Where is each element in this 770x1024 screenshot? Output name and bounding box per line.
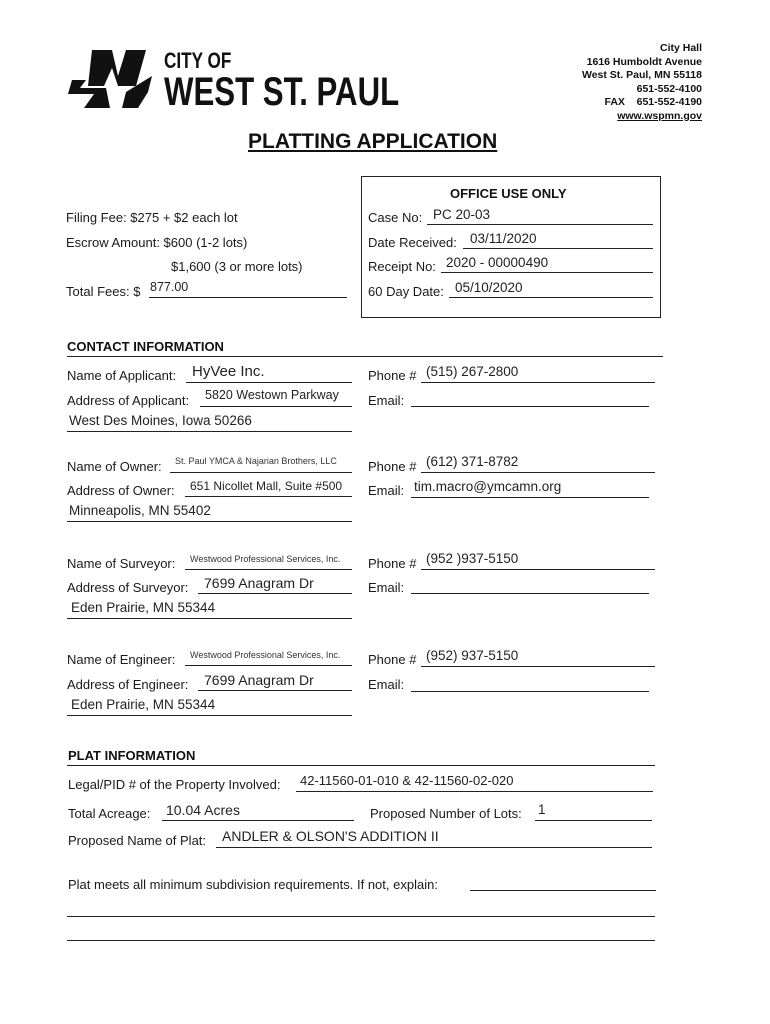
requirements-line-3 bbox=[67, 940, 655, 941]
engineer-address-value[interactable]: 7699 Anagram Dr bbox=[204, 672, 314, 688]
owner-city-value[interactable]: Minneapolis, MN 55402 bbox=[69, 503, 211, 518]
engineer-phone-label: Phone # bbox=[368, 652, 417, 667]
address-line-2: 1616 Humboldt Avenue bbox=[586, 55, 702, 68]
plat-name-value[interactable]: ANDLER & OLSON'S ADDITION II bbox=[222, 828, 439, 844]
receipt-no-value[interactable]: 2020 - 00000490 bbox=[446, 255, 549, 270]
requirements-label: Plat meets all minimum subdivision requirements. If not, explain: bbox=[68, 877, 438, 892]
applicant-address-label: Address of Applicant: bbox=[67, 393, 190, 408]
plat-heading-line bbox=[67, 765, 655, 766]
total-fees-line bbox=[149, 297, 347, 298]
lots-label: Proposed Number of Lots: bbox=[370, 806, 522, 821]
logo-city-of: CITY OF bbox=[164, 48, 232, 73]
applicant-email-label: Email: bbox=[368, 393, 405, 408]
engineer-name-value[interactable]: Westwood Professional Services, Inc. bbox=[190, 650, 341, 660]
logo-mark-icon bbox=[66, 46, 158, 110]
case-no-value[interactable]: PC 20-03 bbox=[433, 207, 491, 222]
surveyor-city-line bbox=[67, 618, 352, 619]
engineer-email-label: Email: bbox=[368, 677, 405, 692]
engineer-name-line bbox=[185, 665, 352, 666]
engineer-phone-value[interactable]: (952) 937-5150 bbox=[426, 648, 519, 663]
applicant-address-line bbox=[200, 406, 352, 407]
engineer-email-line bbox=[411, 691, 649, 692]
receipt-no-label: Receipt No: bbox=[368, 259, 436, 274]
plat-name-line bbox=[216, 847, 652, 848]
case-no-label: Case No: bbox=[368, 210, 423, 225]
website-link[interactable]: www.wspmn.gov bbox=[617, 109, 702, 122]
acreage-line bbox=[162, 820, 354, 821]
applicant-city-value[interactable]: West Des Moines, Iowa 50266 bbox=[69, 413, 252, 428]
address-line-4: 651-552-4100 bbox=[636, 82, 702, 95]
applicant-phone-line bbox=[421, 382, 655, 383]
owner-email-value[interactable]: tim.macro@ymcamn.org bbox=[414, 479, 562, 494]
lots-value[interactable]: 1 bbox=[538, 802, 546, 817]
applicant-name-label: Name of Applicant: bbox=[67, 368, 177, 383]
engineer-city-line bbox=[67, 715, 352, 716]
applicant-email-line bbox=[411, 406, 649, 407]
surveyor-email-line bbox=[411, 593, 649, 594]
surveyor-address-value[interactable]: 7699 Anagram Dr bbox=[204, 575, 314, 591]
case-no-line bbox=[427, 224, 653, 225]
engineer-phone-line bbox=[421, 666, 655, 667]
surveyor-name-value[interactable]: Westwood Professional Services, Inc. bbox=[190, 554, 341, 564]
date-received-value[interactable]: 03/11/2020 bbox=[470, 231, 537, 246]
surveyor-address-line bbox=[198, 593, 352, 594]
owner-email-line bbox=[411, 497, 649, 498]
owner-email-label: Email: bbox=[368, 483, 405, 498]
owner-address-line bbox=[185, 496, 352, 497]
surveyor-phone-line bbox=[421, 569, 655, 570]
applicant-city-line bbox=[67, 431, 352, 432]
owner-name-label: Name of Owner: bbox=[67, 459, 162, 474]
fax-label: FAX bbox=[604, 96, 625, 108]
sixty-day-label: 60 Day Date: bbox=[368, 284, 444, 299]
sixty-day-value[interactable]: 05/10/2020 bbox=[455, 280, 523, 295]
pid-label: Legal/PID # of the Property Involved: bbox=[68, 777, 281, 792]
applicant-name-line bbox=[186, 382, 352, 383]
owner-phone-label: Phone # bbox=[368, 459, 417, 474]
office-use-heading: OFFICE USE ONLY bbox=[450, 186, 567, 201]
surveyor-phone-label: Phone # bbox=[368, 556, 417, 571]
engineer-address-line bbox=[198, 690, 352, 691]
requirements-line-2 bbox=[67, 916, 655, 917]
total-fees-value[interactable]: 877.00 bbox=[150, 280, 189, 294]
applicant-phone-value[interactable]: (515) 267-2800 bbox=[426, 364, 519, 379]
engineer-name-label: Name of Engineer: bbox=[67, 652, 176, 667]
surveyor-name-line bbox=[185, 569, 352, 570]
address-line-1: City Hall bbox=[659, 42, 702, 54]
surveyor-email-label: Email: bbox=[368, 580, 405, 595]
escrow-amount-text: Escrow Amount: $600 (1-2 lots) bbox=[66, 235, 248, 250]
sixty-day-line bbox=[449, 297, 653, 298]
owner-name-value[interactable]: St. Paul YMCA & Najarian Brothers, LLC bbox=[175, 456, 337, 466]
receipt-no-line bbox=[441, 272, 653, 273]
surveyor-phone-value[interactable]: (952 )937-5150 bbox=[426, 551, 519, 566]
owner-name-line bbox=[170, 472, 352, 473]
owner-address-label: Address of Owner: bbox=[67, 483, 175, 498]
logo-city-name: WEST ST. PAUL bbox=[164, 70, 400, 114]
city-hall-address bbox=[582, 42, 702, 123]
applicant-address-value[interactable]: 5820 Westown Parkway bbox=[205, 388, 339, 402]
owner-phone-line bbox=[421, 472, 655, 473]
date-received-label: Date Received: bbox=[368, 235, 457, 250]
page-title: PLATTING APPLICATION bbox=[248, 130, 498, 153]
acreage-value[interactable]: 10.04 Acres bbox=[166, 802, 240, 818]
requirements-line-1 bbox=[470, 890, 656, 891]
surveyor-address-label: Address of Surveyor: bbox=[67, 580, 189, 595]
filing-fee-text: Filing Fee: $275 + $2 each lot bbox=[66, 210, 238, 225]
plat-name-label: Proposed Name of Plat: bbox=[68, 833, 207, 848]
pid-line bbox=[296, 791, 653, 792]
acreage-label: Total Acreage: bbox=[68, 806, 151, 821]
city-logo bbox=[66, 46, 400, 116]
total-fees-label: Total Fees: $ bbox=[66, 284, 141, 299]
pid-value[interactable]: 42-11560-01-010 & 42-11560-02-020 bbox=[300, 773, 514, 788]
plat-info-heading: PLAT INFORMATION bbox=[68, 748, 196, 763]
lots-line bbox=[535, 820, 652, 821]
owner-address-value[interactable]: 651 Nicollet Mall, Suite #500 bbox=[190, 479, 343, 493]
applicant-phone-label: Phone # bbox=[368, 368, 417, 383]
owner-phone-value[interactable]: (612) 371-8782 bbox=[426, 454, 519, 469]
owner-city-line bbox=[67, 521, 352, 522]
applicant-name-value[interactable]: HyVee Inc. bbox=[192, 363, 265, 380]
fax-line bbox=[582, 96, 702, 110]
surveyor-city-value[interactable]: Eden Prairie, MN 55344 bbox=[71, 600, 216, 615]
contact-heading-line bbox=[67, 356, 663, 357]
address-line-3: West St. Paul, MN 55118 bbox=[581, 69, 702, 81]
escrow-more-text: $1,600 (3 or more lots) bbox=[171, 259, 303, 274]
contact-info-heading: CONTACT INFORMATION bbox=[67, 339, 224, 354]
fax-number: 651-552-4190 bbox=[636, 96, 702, 108]
date-received-line bbox=[463, 248, 653, 249]
surveyor-name-label: Name of Surveyor: bbox=[67, 556, 176, 571]
engineer-address-label: Address of Engineer: bbox=[67, 677, 189, 692]
engineer-city-value[interactable]: Eden Prairie, MN 55344 bbox=[71, 697, 216, 712]
